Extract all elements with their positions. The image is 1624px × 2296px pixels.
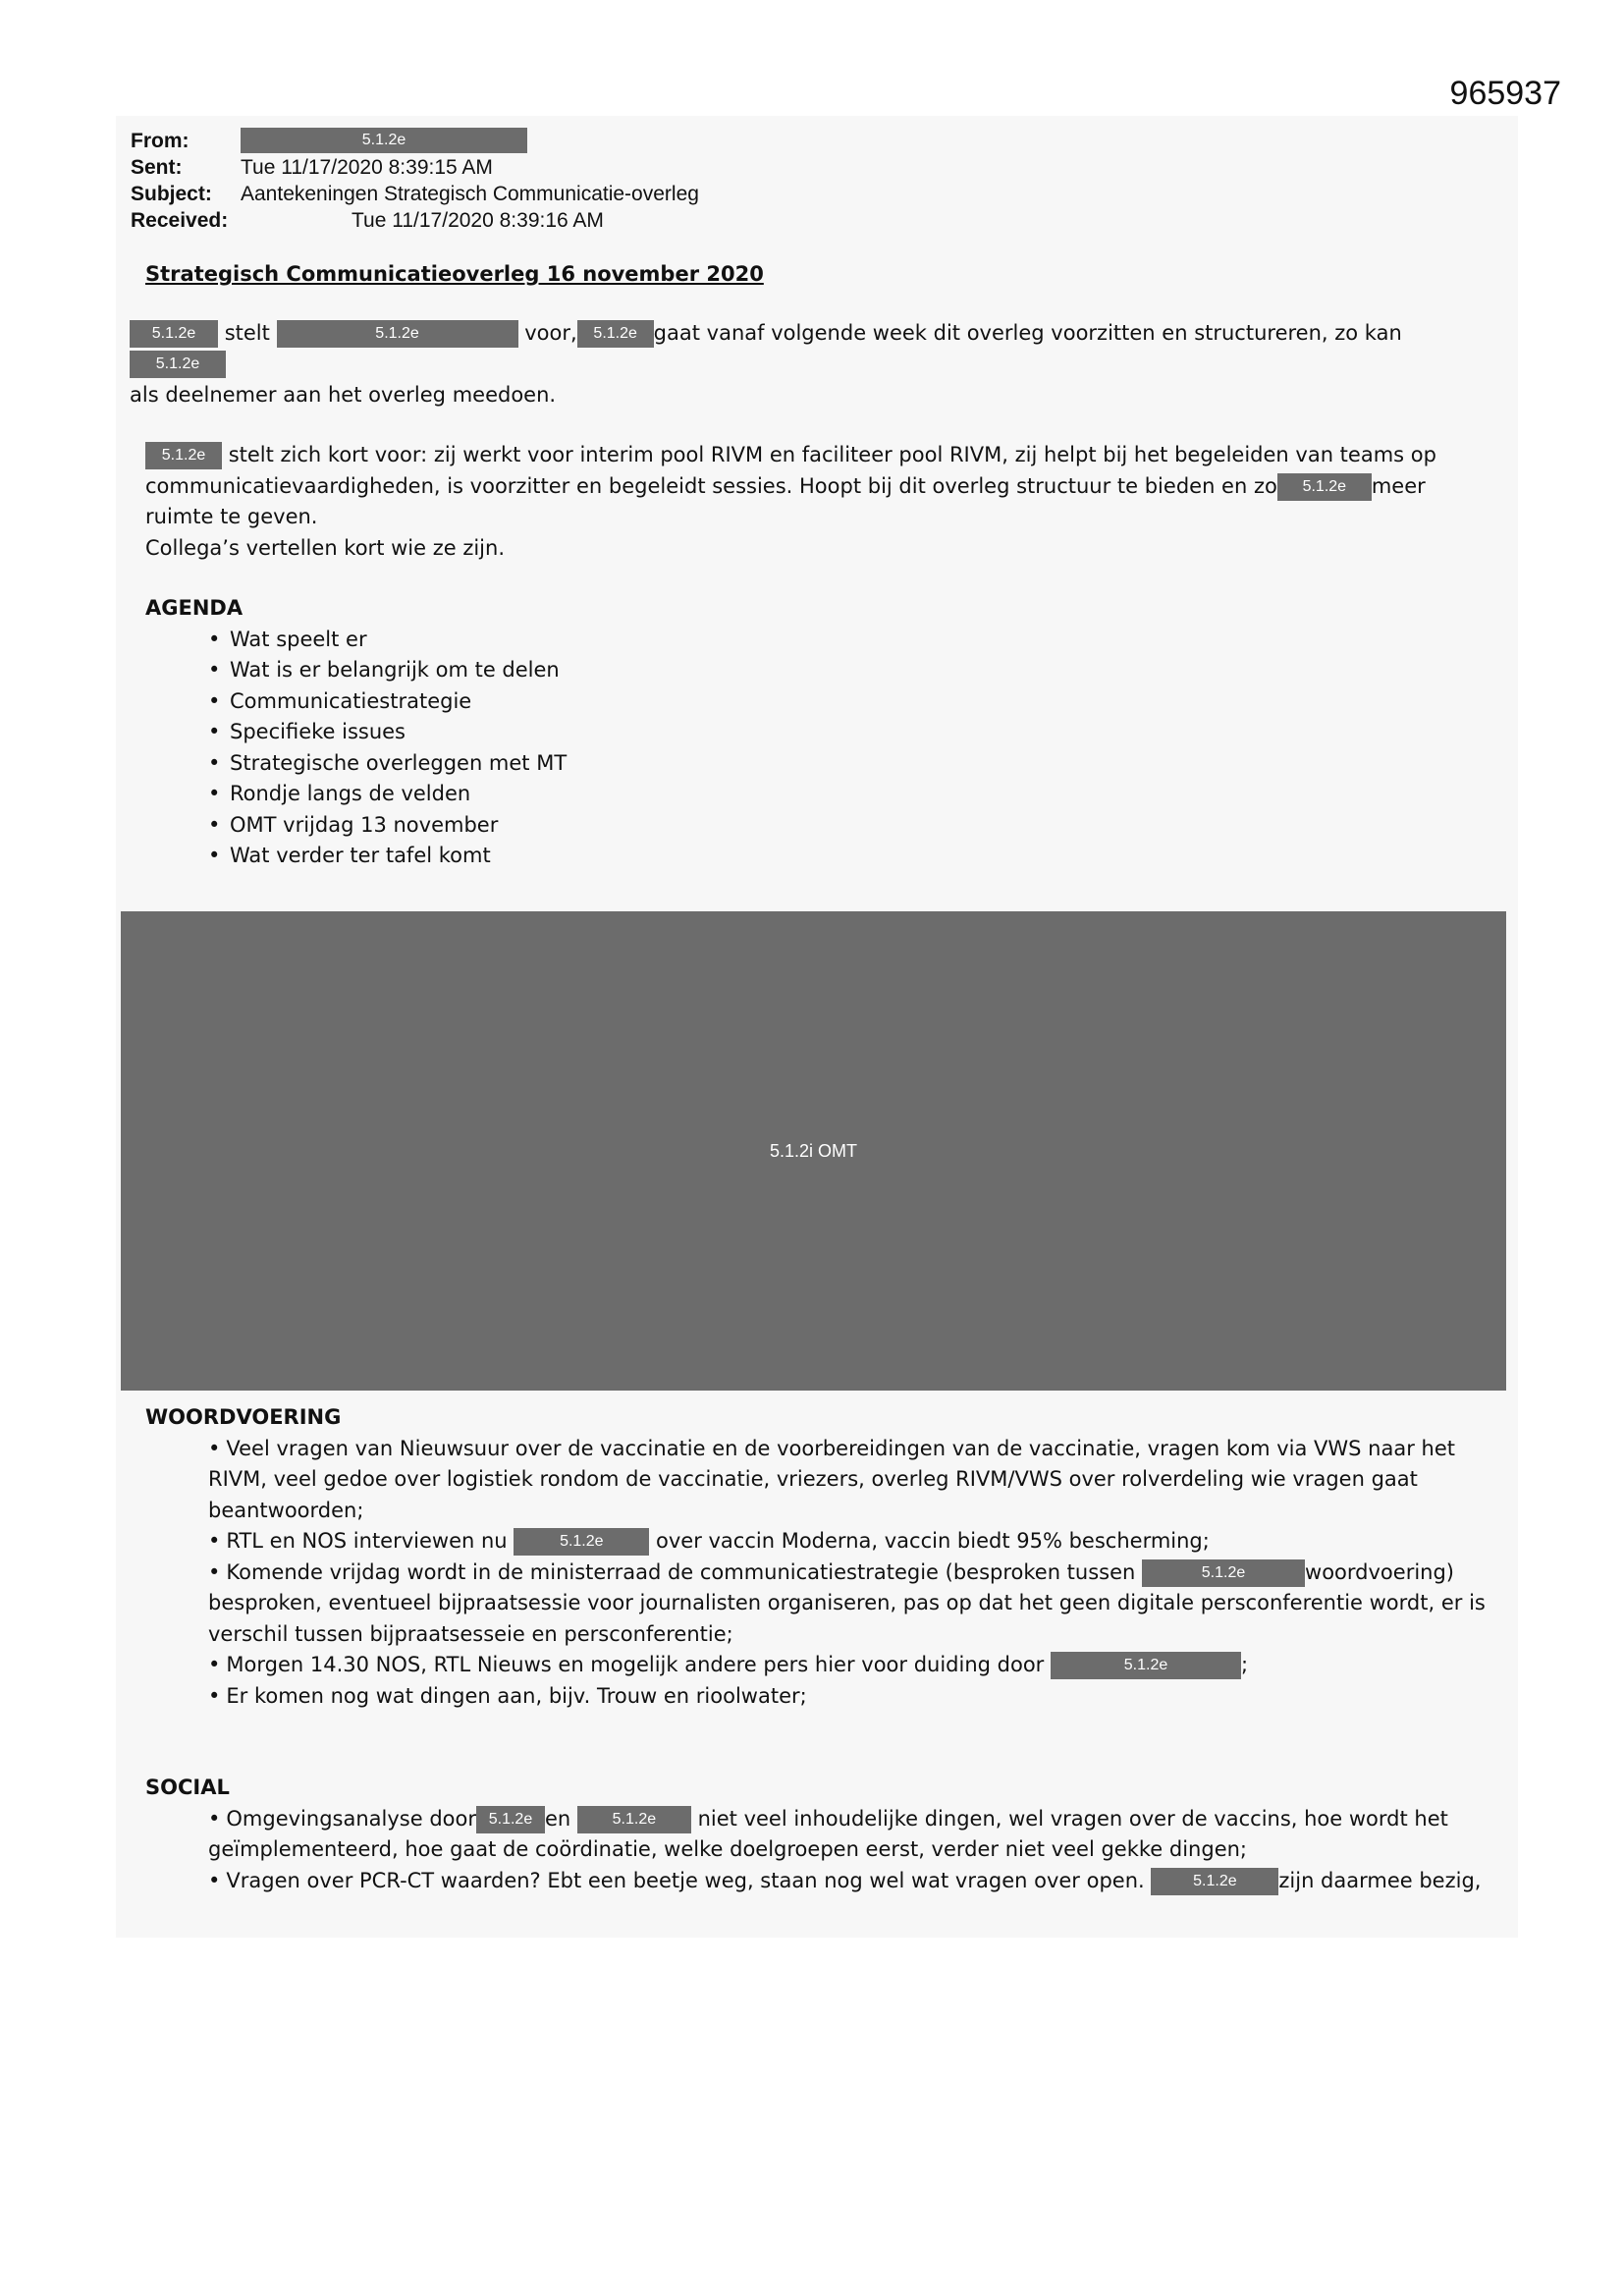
redaction: 5.1.2e — [277, 320, 518, 348]
sent-row — [131, 154, 699, 181]
woordvoering-heading: WOORDVOERING — [145, 1405, 342, 1429]
from-label: From: — [131, 130, 189, 152]
redaction: 5.1.2e — [476, 1806, 545, 1833]
list-item: • Rondje langs de velden — [230, 779, 1490, 810]
redaction: 5.1.2e — [577, 320, 654, 348]
list-item: • Communicatiestrategie — [230, 686, 1490, 718]
p2-text-a: stelt zich kort voor: zij werkt voor interim pool RIVM en faciliteer pool RIVM, zij helpt bij het begeleiden van teams op communicatievaardigheden, is voorzitter en begeleidt sessies. Hoopt bij dit overleg structuur te bieden en zo — [145, 443, 1436, 498]
redaction: 5.1.2e — [130, 320, 218, 348]
list-item: • Morgen 14.30 NOS, RTL Nieuws en mogelijk andere pers hier voor duiding door 5.1.2e ; — [145, 1650, 1490, 1681]
received-value: Tue 11/17/2020 8:39:16 AM — [352, 209, 604, 232]
email-body — [130, 259, 1490, 872]
paragraph-intro — [130, 318, 1490, 411]
subject-value: Aantekeningen Strategisch Communicatie-overleg — [241, 183, 699, 205]
list-item: • Veel vragen van Nieuwsuur over de vaccinatie en de voorbereidingen van de vaccinatie, vragen kom via VWS naar het RIVM, veel gedoe over logistiek rondom de vaccinatie, vriezers, overleg RIVM/VWS over rolverdeling wie vragen gaat beantwoorden; — [208, 1436, 1455, 1522]
list-item: • OMT vrijdag 13 november — [230, 810, 1490, 842]
p1-text-b: voor, — [524, 320, 577, 345]
sent-value: Tue 11/17/2020 8:39:15 AM — [241, 156, 493, 179]
redaction: 5.1.2e — [514, 1528, 649, 1556]
list-item: • Wat speelt er — [230, 625, 1490, 656]
redaction: 5.1.2e — [145, 442, 222, 469]
list-item: • Komende vrijdag wordt in de ministerraad de communicatiestrategie (besproken tussen 5.1.2e woordvoering) besproken, eventueel bijpraatsessie voor journalisten organiseren, pas op dat het geen digitale persconferentie wordt, er is verschil tussen bijpraatsesseie en persconferentie; — [208, 1559, 1486, 1646]
redaction: 5.1.2e — [1277, 473, 1372, 501]
redaction: 5.1.2e — [130, 351, 226, 378]
list-item: • Wat verder ter tafel komt — [230, 841, 1490, 872]
redacted-block — [121, 911, 1506, 1391]
subject-row — [131, 181, 699, 207]
p1-text-a: stelt — [224, 320, 270, 345]
p1-text-d: als deelnemer aan het overleg meedoen. — [130, 382, 557, 407]
received-label: Received: — [131, 209, 229, 232]
social-item-2a: Vragen over PCR-CT waarden? Ebt een beetje weg, staan nog wel wat vragen over open. — [226, 1868, 1145, 1892]
from-row — [131, 128, 699, 154]
list-item: • Er komen nog wat dingen aan, bijv. Trouw en rioolwater; — [208, 1683, 807, 1708]
email-header — [131, 128, 699, 234]
p1-text-c: gaat vanaf volgende week dit overleg voorzitten en structureren, zo kan — [653, 320, 1402, 345]
subject-label: Subject: — [131, 183, 212, 205]
woordvoering-item-2b: over vaccin Moderna, vaccin biedt 95% bescherming; — [656, 1529, 1210, 1553]
social-item-2b: zijn daarmee bezig, — [1278, 1868, 1482, 1892]
list-item: • Strategische overleggen met MT — [230, 748, 1490, 780]
social-item-1a: Omgevingsanalyse door — [226, 1806, 476, 1831]
woordvoering-item-2a: RTL en NOS interviewen nu — [226, 1529, 508, 1553]
redaction: 5.1.2e — [1151, 1868, 1278, 1895]
list-item: • Omgevingsanalyse door 5.1.2e en 5.1.2e niet veel inhoudelijke dingen, wel vragen over de vaccins, hoe wordt het geïmplementeerd, hoe gaat de coördinatie, welke doelgroepen eerst, verder niet veel gekke dingen; — [208, 1806, 1448, 1861]
social-item-1c: niet veel inhoudelijke dingen, wel vragen over de vaccins, hoe wordt het geïmplementeerd, hoe gaat de coördinatie, welke doelgroepen eerst, verder niet veel gekke dingen; — [208, 1806, 1448, 1861]
social-heading: SOCIAL — [145, 1776, 230, 1799]
received-row — [131, 207, 699, 234]
sent-label: Sent: — [131, 156, 183, 179]
list-item: • Specifieke issues — [230, 717, 1490, 748]
redacted-block-label: 5.1.2i OMT — [769, 1140, 858, 1161]
p2-text-c: Collega’s vertellen kort wie ze zijn. — [145, 535, 506, 560]
list-item: • RTL en NOS interviewen nu 5.1.2e over vaccin Moderna, vaccin biedt 95% bescherming; — [145, 1526, 1490, 1558]
woordvoering-item-3b: woordvoering) besproken, eventueel bijpraatsessie voor journalisten organiseren, pas op dat het geen digitale persconferentie wordt, er is verschil tussen bijpraatsesseie en persconferentie; — [208, 1559, 1486, 1646]
social-item-1b: en — [544, 1806, 571, 1831]
list-item: • Vragen over PCR-CT waarden? Ebt een beetje weg, staan nog wel wat vragen over open. 5.1.2e zijn daarmee bezig, — [145, 1866, 1490, 1897]
agenda-list — [145, 625, 1490, 872]
email-body-continued — [145, 1402, 1490, 1896]
list-item: • Wat is er belangrijk om te delen — [230, 655, 1490, 686]
woordvoering-item-1: Veel vragen van Nieuwsuur over de vaccinatie en de voorbereidingen van de vaccinatie, vragen kom via VWS naar het RIVM, veel gedoe over logistiek rondom de vaccinatie, vriezers, overleg RIVM/VWS over rolverdeling wie vragen gaat beantwoorden; — [208, 1436, 1455, 1522]
redaction: 5.1.2e — [577, 1806, 691, 1833]
paragraph-introduction-chair — [145, 440, 1490, 564]
redaction-from: 5.1.2e — [241, 128, 527, 153]
woordvoering-item-3a: Komende vrijdag wordt in de ministerraad de communicatiestrategie (besproken tussen — [226, 1559, 1136, 1584]
agenda-heading: AGENDA — [145, 596, 244, 620]
p2-text-b: meer ruimte te geven. — [145, 473, 1426, 528]
redaction: 5.1.2e — [1142, 1559, 1305, 1587]
woordvoering-item-5: Er komen nog wat dingen aan, bijv. Trouw en rioolwater; — [226, 1683, 807, 1708]
woordvoering-item-4a: Morgen 14.30 NOS, RTL Nieuws en mogelijk andere pers hier voor duiding door — [226, 1653, 1045, 1676]
document-number: 965937 — [1449, 75, 1561, 112]
woordvoering-item-4b: ; — [1241, 1653, 1249, 1676]
meeting-title: Strategisch Communicatieoverleg 16 november 2020 — [145, 262, 764, 286]
redaction: 5.1.2e — [1051, 1652, 1241, 1679]
